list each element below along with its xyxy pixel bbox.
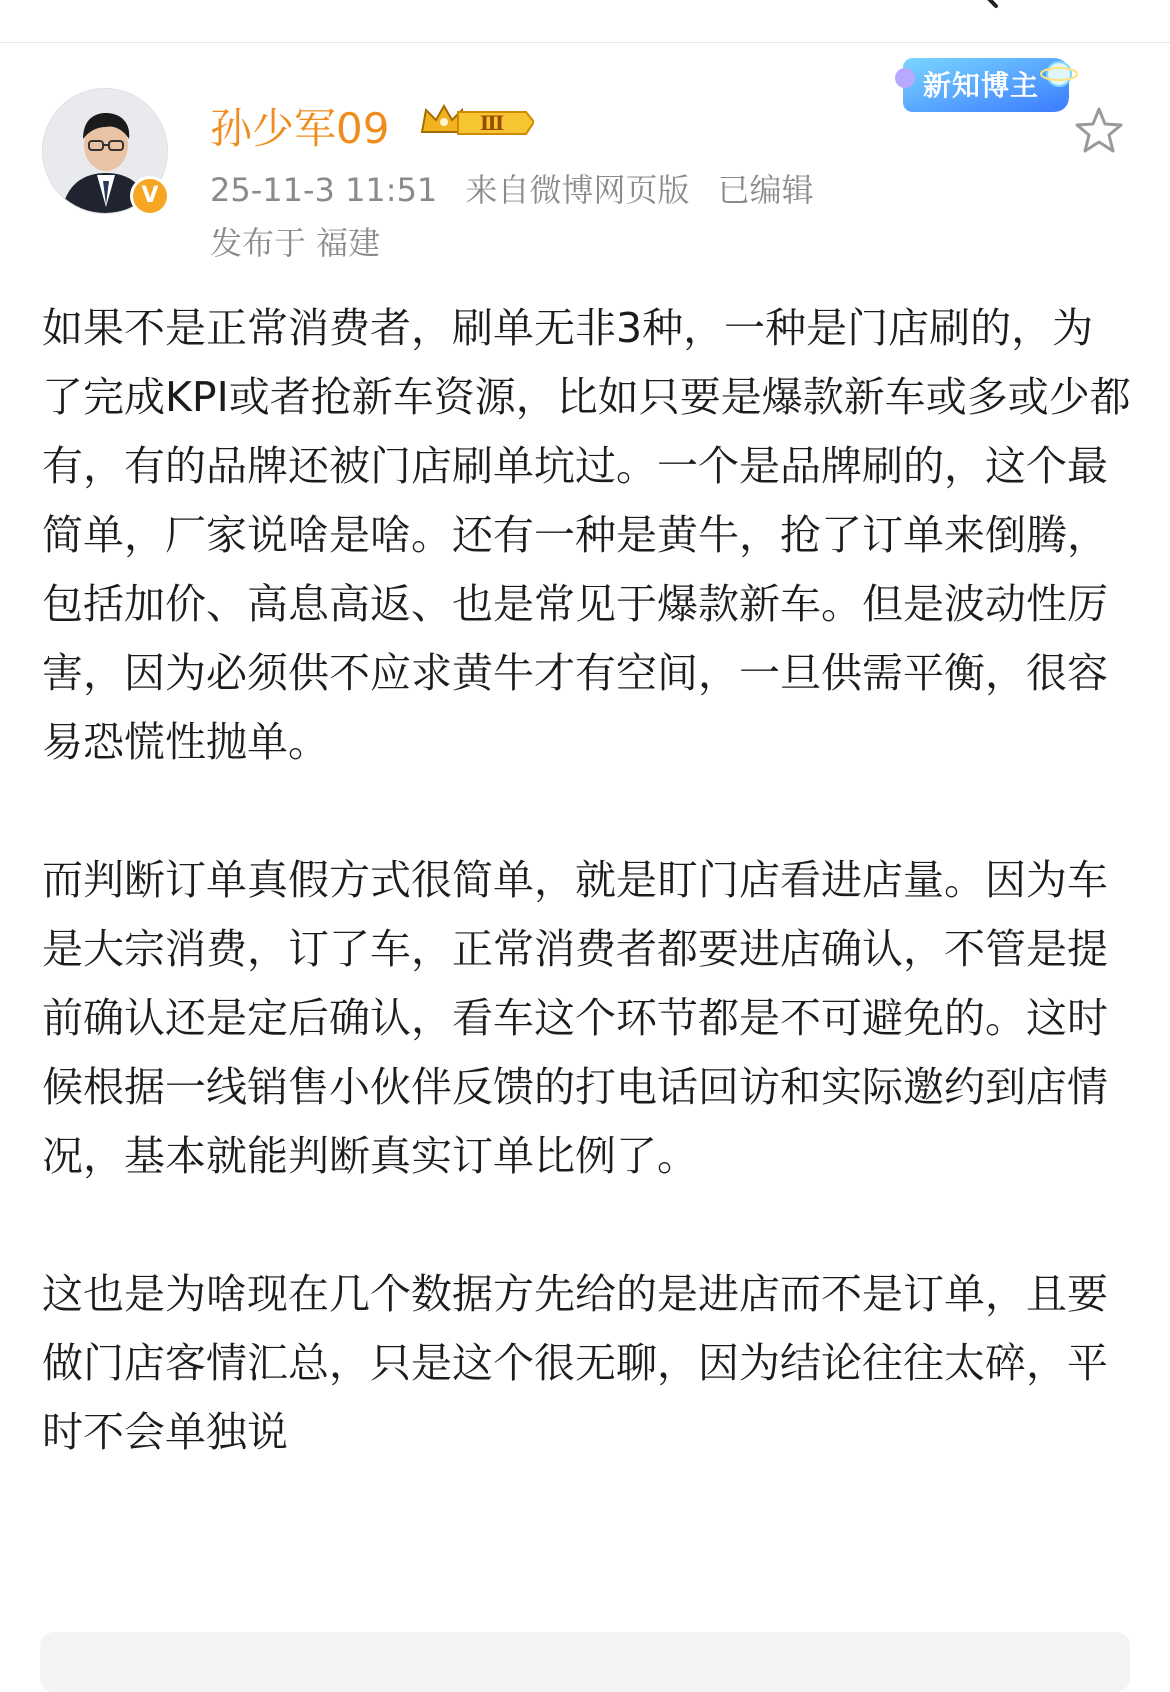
post-paragraph: 而判断订单真假方式很简单，就是盯门店看进店量。因为车是大宗消费，订了车，正常消费者都要进店确认，不管是提前确认还是定后确认，看车这个环节都是不可避免的。这时候根据一线销售小伙伴反馈的打电话回访和实际邀约到店情况，基本就能判断真实订单比例了。	[42, 856, 1108, 1180]
verified-v-icon: V	[130, 176, 170, 216]
post-paragraph: 这也是为啥现在几个数据方先给的是进店而不是订单，且要做门店客情汇总，只是这个很无聊，因为结论往往太碎，平时不会单独说	[42, 1270, 1108, 1456]
crown-icon	[418, 102, 534, 142]
edited-label[interactable]: 已编辑	[717, 171, 814, 209]
author-name[interactable]: 孙少军09	[210, 104, 390, 153]
post-time: 25-11-3 11:51	[210, 171, 438, 209]
star-outline-icon[interactable]	[1072, 104, 1126, 158]
bottom-card	[40, 1632, 1130, 1692]
post-paragraph: 如果不是正常消费者，刷单无非3种，一种是门店刷的，为了完成KPI或者抢新车资源，比如只要是爆款新车或多或少都有，有的品牌还被门店刷单坑过。一个是品牌刷的，这个最简单，厂家说啥是啥。还有一种是黄牛，抢了订单来倒腾，包括加价、高息高返、也是常见于爆款新车。但是波动性厉害，因为必须供不应求黄牛才有空间，一旦供需平衡，很容易恐慌性抛单。	[42, 304, 1131, 766]
level-badge-text: Ⅲ	[479, 111, 505, 135]
post-meta	[210, 165, 832, 211]
avatar[interactable]	[42, 88, 168, 214]
top-nav-bar	[0, 0, 1170, 43]
creator-badge[interactable]	[893, 52, 1081, 122]
search-icon[interactable]	[960, 0, 1000, 10]
post-location: 发布于 福建	[210, 224, 381, 262]
post-source: 来自微博网页版	[465, 171, 690, 209]
post-body	[42, 294, 1132, 1536]
creator-badge-label: 新知博主	[923, 69, 1040, 102]
